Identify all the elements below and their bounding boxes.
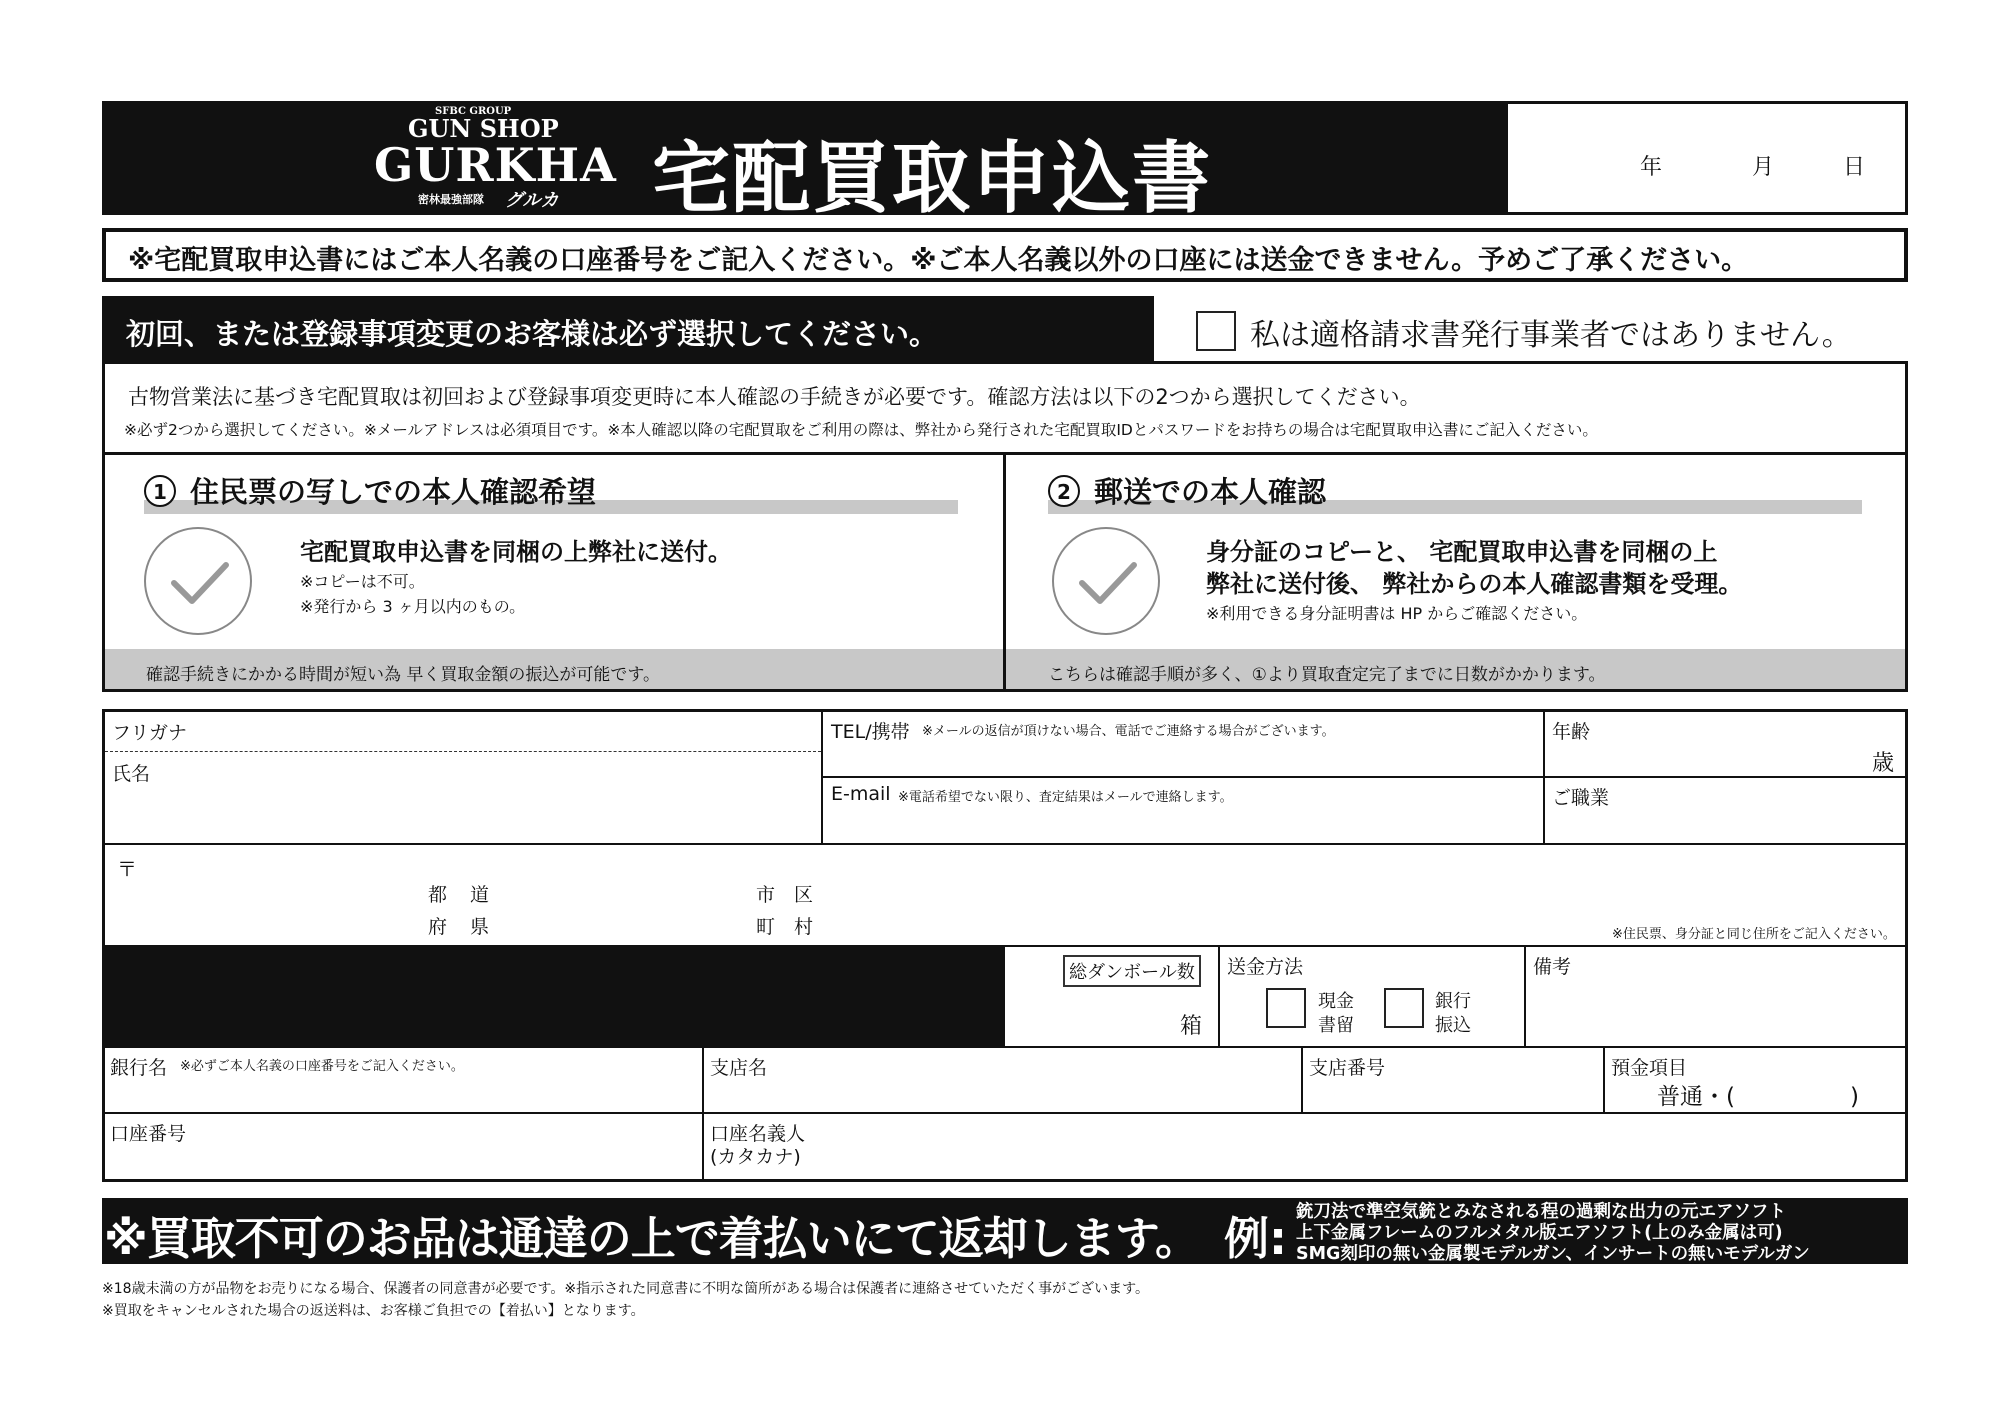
- return-banner-ex1: 銃刀法で準空気銃とみなされる程の過剰な出力の元エアソフト: [1296, 1202, 1786, 1222]
- options-divider-lower: [1003, 649, 1006, 692]
- option1-check-icon[interactable]: [144, 527, 252, 635]
- option2-desc2: 弊社に送付後、 弊社からの本人確認書類を受理。: [1206, 570, 1743, 598]
- city-mura: 村: [794, 916, 814, 938]
- invoice-checkbox[interactable]: [1196, 311, 1236, 351]
- account-notice-text: ※宅配買取申込書にはご本人名義の口座番号をご記入ください。※ご本人名義以外の口座には送金できません。予めご了承ください。: [128, 245, 1749, 276]
- option1-title: 住民票の写しでの本人確認希望: [190, 475, 597, 509]
- selection-right-border: [1905, 452, 1908, 692]
- payment-method-label: 送金方法: [1227, 956, 1304, 978]
- option1-note2: ※発行から 3 ヶ月以内のもの。: [300, 597, 526, 616]
- logo-kana: グルカ: [505, 190, 559, 211]
- branch-name-field[interactable]: [704, 1048, 1301, 1112]
- account-number-field[interactable]: [105, 1114, 702, 1179]
- selection-left-border: [102, 452, 105, 692]
- email-note: ※電話希望でない限り、査定結果はメールで連絡します。: [898, 790, 1233, 805]
- payment-cash-label-1: 現金: [1318, 991, 1354, 1012]
- city-ku: 区: [794, 884, 814, 906]
- boxes-unit: 箱: [1180, 1014, 1203, 1039]
- option2-number-circle: 2: [1048, 475, 1080, 507]
- bank-note: ※必ずご本人名義の口座番号をご記入ください。: [180, 1059, 464, 1074]
- deposit-type-label: 預金項目: [1611, 1057, 1688, 1079]
- tel-label: TEL/携帯: [831, 721, 910, 743]
- pref-ken: 県: [470, 916, 490, 938]
- logo-line2: GURKHA: [374, 138, 617, 192]
- account-holder-field[interactable]: [704, 1114, 1905, 1179]
- option2-check-icon[interactable]: [1052, 527, 1160, 635]
- pref-fu: 府: [428, 916, 448, 938]
- city-shi: 市: [756, 884, 776, 906]
- return-banner-ex2: 上下金属フレームのフルメタル版エアソフト(上のみ金属は可): [1296, 1223, 1783, 1243]
- remarks-field[interactable]: [1526, 947, 1905, 1047]
- selection-info-1: 古物営業法に基づき宅配買取は初回および登録事項変更時に本人確認の手続きが必要です。確認方法は以下の2つから選択してください。: [128, 385, 1421, 409]
- postal-mark: 〒: [117, 857, 137, 881]
- remarks-label: 備考: [1533, 956, 1572, 978]
- branch-name-label: 支店名: [710, 1057, 768, 1079]
- logo-sub: 密林最強部隊: [418, 193, 484, 206]
- selection-heading: 初回、または登録事項変更のお客様は必ず選択してください。: [126, 317, 939, 351]
- option1-desc: 宅配買取申込書を同梱の上弊社に送付。: [300, 538, 732, 566]
- selection-info-2: ※必ず2つから選択してください。※メールアドレスは必須項目です。※本人確認以降の宅配買取をご利用の際は、弊社から発行された宅配買取IDとパスワードをお持ちの場合は宅配買取申込書にご記入ください。: [124, 421, 1598, 439]
- date-month: 月: [1752, 155, 1775, 180]
- pref-to: 都: [428, 884, 448, 906]
- date-day: 日: [1843, 155, 1866, 180]
- city-machi: 町: [756, 916, 776, 938]
- branch-number-label: 支店番号: [1309, 1057, 1386, 1079]
- age-field[interactable]: [1545, 712, 1905, 775]
- boxes-label: 総ダンボール数: [1063, 955, 1201, 987]
- account-holder-label: 口座名義人: [710, 1123, 806, 1145]
- email-label: E-mail: [831, 783, 891, 805]
- option2-desc1: 身分証のコピーと、 宅配買取申込書を同梱の上: [1206, 538, 1718, 566]
- payment-cash-label-2: 書留: [1318, 1015, 1354, 1036]
- age-unit: 歳: [1872, 751, 1895, 776]
- option2-footer: こちらは確認手順が多く、①より買取査定完了までに日数がかかります。: [1048, 665, 1606, 685]
- return-banner-ex3: SMG刻印の無い金属製モデルガン、インサートの無いモデルガン: [1296, 1244, 1810, 1264]
- option1-note1: ※コピーは不可。: [300, 572, 425, 591]
- invoice-checkbox-label: 私は適格請求書発行事業者ではありません。: [1250, 318, 1852, 353]
- option1-footer: 確認手続きにかかる時間が短い為 早く買取金額の振込が可能です。: [146, 665, 661, 685]
- name-label: 氏名: [112, 763, 151, 785]
- blacked-out-area: [102, 945, 1005, 1047]
- furigana-divider: [105, 751, 821, 752]
- occupation-label: ご職業: [1552, 787, 1610, 809]
- age-label: 年齢: [1552, 721, 1591, 743]
- payment-bank-label-2: 振込: [1435, 1015, 1471, 1036]
- account-number-label: 口座番号: [110, 1123, 187, 1145]
- account-holder-kana-label: (カタカナ): [710, 1146, 801, 1168]
- name-field[interactable]: [105, 712, 821, 842]
- payment-cash-checkbox[interactable]: [1266, 988, 1306, 1028]
- pref-do: 道: [470, 884, 490, 906]
- option2-title: 郵送での本人確認: [1094, 475, 1327, 509]
- address-note: ※住民票、身分証と同じ住所をご記入ください。: [1612, 927, 1896, 942]
- return-banner-main: ※買取不可のお品は通達の上で着払いにて返却します。: [104, 1212, 1200, 1265]
- footnote-1: ※18歳未満の方が品物をお売りになる場合、保護者の同意書が必要です。※指示された同意書に不明な箇所がある場合は保護者に連絡させていただく事がございます。: [102, 1281, 1150, 1297]
- option2-note1: ※利用できる身分証明書は HP からご確認ください。: [1206, 604, 1588, 623]
- option1-number-circle: 1: [144, 475, 176, 507]
- tel-note: ※メールの返信が頂けない場合、電話でご連絡する場合がございます。: [922, 724, 1335, 739]
- payment-bank-label-1: 銀行: [1435, 991, 1471, 1012]
- logo-line1: GUN SHOP: [408, 114, 559, 143]
- deposit-type-value: 普通・( ): [1657, 1084, 1859, 1110]
- payment-bank-checkbox[interactable]: [1384, 988, 1424, 1028]
- footnote-2: ※買取をキャンセルされた場合の返送料は、お客様ご負担での【着払い】となります。: [102, 1303, 645, 1319]
- bank-name-label: 銀行名: [110, 1057, 168, 1079]
- return-banner-example: 例:: [1224, 1212, 1287, 1265]
- furigana-label: フリガナ: [112, 722, 188, 744]
- v-line-boxes-payment: [1218, 945, 1220, 1047]
- page-title: 宅配買取申込書: [652, 134, 1213, 224]
- logo-group: SFBC GROUP: [435, 106, 512, 117]
- date-year: 年: [1640, 155, 1663, 180]
